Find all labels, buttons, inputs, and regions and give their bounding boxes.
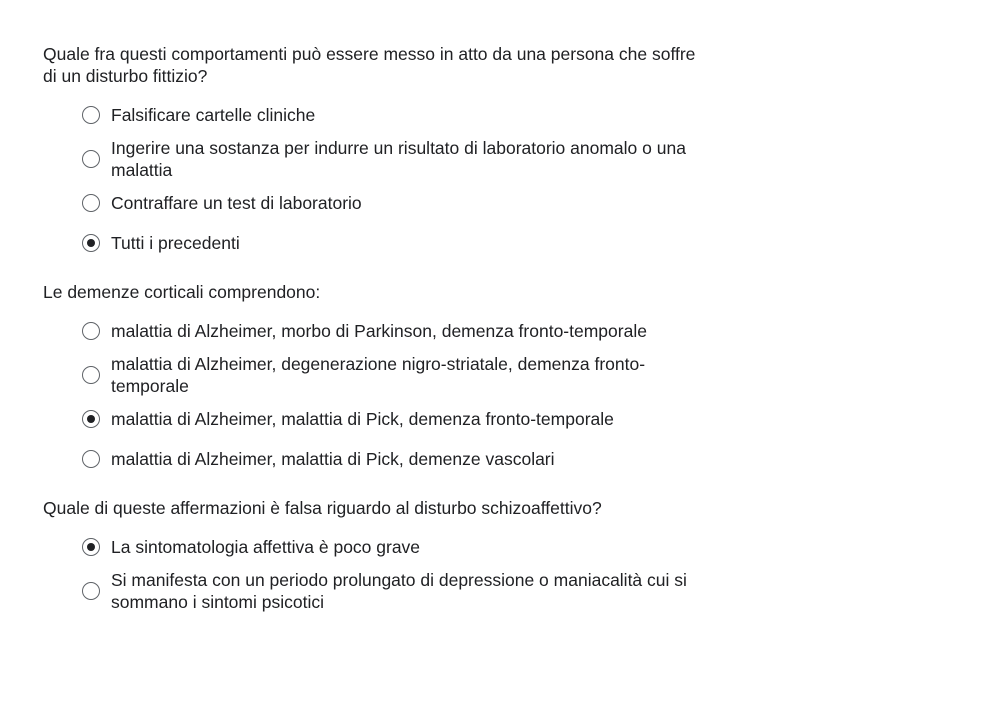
option-1-1[interactable]: [82, 97, 733, 133]
option-3-1[interactable]: [82, 529, 733, 565]
option-1-4[interactable]: [82, 225, 733, 261]
option-label: malattia di Alzheimer, degenerazione nigro-striatale, demenza fronto-temporale: [111, 354, 646, 396]
option-label: malattia di Alzheimer, morbo di Parkinson, demenza fronto-temporale: [111, 321, 647, 341]
option-label: Falsificare cartelle cliniche: [111, 105, 316, 125]
option-1-3[interactable]: [82, 185, 733, 221]
radio-button[interactable]: [82, 234, 100, 252]
question-text: Quale di queste affermazioni è falsa riguardo al disturbo schizoaffettivo?: [43, 498, 602, 518]
radio-button[interactable]: [82, 410, 100, 428]
question-2: [43, 281, 733, 477]
options-group: [82, 97, 733, 261]
radio-button[interactable]: [82, 194, 100, 212]
radio-button[interactable]: [82, 450, 100, 468]
option-label: La sintomatologia affettiva è poco grave: [111, 537, 421, 557]
options-group: [82, 529, 733, 613]
question-3: [43, 497, 733, 613]
question-text: Quale fra questi comportamenti può essere messo in atto da una persona che soffre di un disturbo fittizio?: [43, 44, 696, 86]
option-label: Tutti i precedenti: [111, 233, 240, 253]
option-label: malattia di Alzheimer, malattia di Pick, demenze vascolari: [111, 449, 555, 469]
option-2-3[interactable]: [82, 401, 733, 437]
option-2-4[interactable]: [82, 441, 733, 477]
question-1: [43, 43, 733, 261]
option-2-2[interactable]: [82, 353, 733, 397]
option-label: Contraffare un test di laboratorio: [111, 193, 362, 213]
option-label: Si manifesta con un periodo prolungato di depressione o maniacalità cui si sommano i sintomi psicotici: [111, 570, 687, 612]
quiz-form: [43, 43, 733, 633]
option-label: Ingerire una sostanza per indurre un risultato di laboratorio anomalo o una malattia: [111, 138, 686, 180]
radio-button[interactable]: [82, 322, 100, 340]
radio-button[interactable]: [82, 106, 100, 124]
option-1-2[interactable]: [82, 137, 733, 181]
question-text: Le demenze corticali comprendono:: [43, 282, 321, 302]
radio-button[interactable]: [82, 150, 100, 168]
option-3-2[interactable]: [82, 569, 733, 613]
radio-button[interactable]: [82, 538, 100, 556]
radio-button[interactable]: [82, 582, 100, 600]
radio-button[interactable]: [82, 366, 100, 384]
option-label: malattia di Alzheimer, malattia di Pick, demenza fronto-temporale: [111, 409, 614, 429]
options-group: [82, 313, 733, 477]
option-2-1[interactable]: [82, 313, 733, 349]
